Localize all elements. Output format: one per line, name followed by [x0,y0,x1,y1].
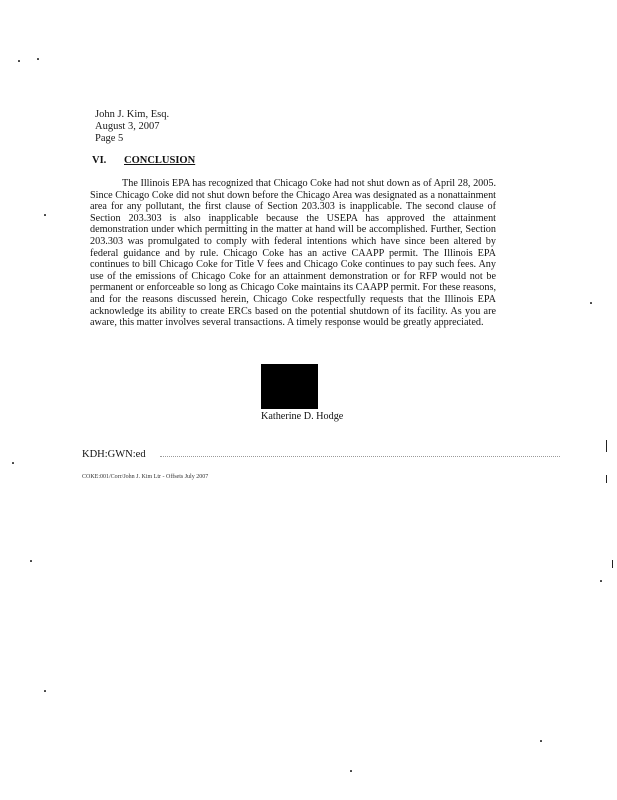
scan-speck [590,302,592,304]
page-number: Page 5 [95,133,124,144]
conclusion-paragraph: The Illinois EPA has recognized that Chicago Coke had not shut down as of April 28, 2005. Since Chicago Coke did not shut down before the Chicago Area was designated as a nonattainment area for any pollutant, the first clause of Section 203.303 is inapplicable. The second clause of Section 203.303 is also inapplicable because the USEPA has approved the attainment demonstration under which permitting in the matter at hand will be accomplished. Further, Section 203.303 was promulgated to comply with federal intentions which have since been altered by federal guidance and by rule. Chicago Coke has an active CAAPP permit. The Illinois EPA continues to bill Chicago Coke for Title V fees and Chicago Coke continues to pay such fees. Any use of the emissions of Chicago Coke for an attainment demonstration or for RFP would not be permanent or enforceable so long as Chicago Coke maintains its CAAPP permit. For these reasons, and for the reasons discussed herein, Chicago Coke respectfully requests that the Illinois EPA acknowledge its ability to create ERCs based on the potential shutdown of its facility. As you are aware, this matter involves several transactions. A timely response would be greatly appreciated. [90,178,496,329]
scan-speck [600,580,602,582]
signer-name: Katherine D. Hodge [261,411,344,422]
recipient-name: John J. Kim, Esq. [95,109,170,120]
letter-header [95,109,169,145]
section-number: VI. [92,155,107,166]
scan-speck [540,740,542,742]
typist-initials: KDH:GWN:ed [82,449,146,460]
scan-speck [18,60,20,62]
scan-speck [44,690,46,692]
scan-speck [37,58,39,60]
section-heading [92,155,195,166]
scan-dotted-line [160,456,560,457]
scan-speck [30,560,32,562]
scan-speck [350,770,352,772]
redacted-signature [261,364,318,409]
scan-edge-mark [606,475,607,483]
scan-speck [44,214,46,216]
document-footer: COKE:001/Corr/John J. Kim Ltr - Offsets July 2007 [82,474,209,480]
section-title: CONCLUSION [124,155,196,166]
scan-edge-mark [612,560,613,568]
letter-date: August 3, 2007 [95,121,160,132]
scan-edge-mark [606,440,607,452]
scan-speck [12,462,14,464]
